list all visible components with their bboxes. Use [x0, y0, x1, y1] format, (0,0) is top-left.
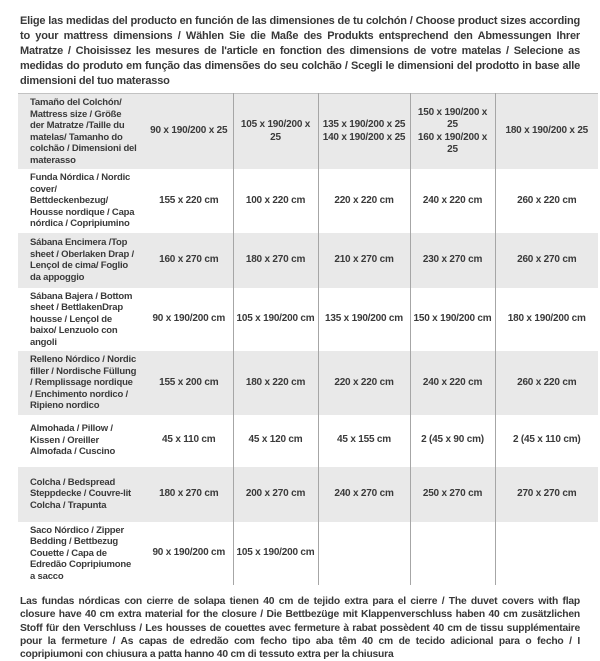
table-row-nordic-cover	[18, 169, 598, 233]
size-cell	[410, 233, 495, 288]
size-cell	[318, 288, 410, 352]
size-cell	[233, 351, 318, 415]
size-cell	[495, 233, 598, 288]
table-row-bottom-sheet	[18, 288, 598, 352]
size-value: 155 x 220 cm	[159, 194, 219, 206]
row-label-nordic-filler: Relleno Nórdico / Nordic filler / Nordische Füllung / Remplissage nordique / Enchimento nordico / Ripieno nordico	[30, 354, 137, 411]
size-value: 250 x 270 cm	[422, 487, 483, 499]
size-cell	[233, 94, 318, 170]
size-value: 210 x 270 cm	[334, 253, 394, 265]
size-cell	[233, 415, 318, 467]
size-value: 220 x 220 cm	[334, 194, 394, 206]
size-value: 45 x 155 cm	[337, 434, 391, 446]
size-cell	[318, 467, 410, 522]
size-cell	[233, 467, 318, 522]
size-cell	[495, 169, 598, 233]
size-cell	[495, 288, 598, 352]
size-value: 260 x 220 cm	[517, 194, 577, 206]
row-label-zipper-bedding: Saco Nórdico / Zipper Bedding / Bettbezug Couette / Capa de Edredão Copripiumone a sacco	[30, 524, 132, 582]
row-label-mattress-size: Tamaño del Colchón/ Mattress size / Größe der Matratze /Taille du matelas/ Tamanho do colchão / Dimensioni del materasso	[30, 97, 137, 166]
size-value: 105 x 190/200 cm	[236, 313, 315, 324]
size-value: 140 x 190/200 x 25	[322, 131, 406, 143]
size-cell	[318, 351, 410, 415]
size-value: 2 (45 x 110 cm)	[512, 434, 581, 446]
size-value: 90 x 190/200 cm	[152, 313, 226, 324]
size-value: 180 x 190/200 cm	[507, 313, 586, 324]
table-row-mattress-size	[18, 94, 598, 170]
size-cell	[410, 288, 495, 352]
row-label-bedspread: Colcha / Bedspread Steppdecke / Couvre-lit Colcha / Trapunta	[30, 476, 131, 511]
row-label-pillow: Almohada / Pillow / Kissen / Oreiller Almofada / Cuscino	[30, 423, 116, 458]
row-label-top-sheet: Sábana Encimera /Top sheet / Oberlaken Drap / Lençol de cima/ Foglio da appoggio	[30, 237, 134, 283]
size-value: 160 x 190/200 x 25	[417, 131, 488, 155]
size-cell	[145, 169, 233, 233]
intro-text: Elige las medidas del producto en función de las dimensiones de tu colchón / Choose product sizes according to your mattress dimensions / Wählen Sie die Maße des Produkts entsprechend den Abmessungen Ihrer Matratze / Choisissez les mesures de l'article en fonction des dimensions de votre matelas / Selecione as medidas do produto em função das dimensões do seu colchão / Scegli le dimensioni del prodotto in base alle dimensioni del tuo materasso	[20, 15, 580, 87]
table-row-bedspread	[18, 467, 598, 522]
size-cell	[410, 169, 495, 233]
size-value: 240 x 270 cm	[334, 487, 394, 499]
size-cell	[318, 415, 410, 467]
row-label-bottom-sheet: Sábana Bajera / Bottom sheet / BettlakenDrap housse / Lençol de baixo/ Lenzuolo con angoli	[30, 290, 133, 348]
size-cell	[495, 351, 598, 415]
size-value: 180 x 270 cm	[159, 487, 219, 499]
size-value: 150 x 190/200 cm	[413, 313, 492, 324]
size-cell	[145, 522, 233, 586]
size-cell	[233, 169, 318, 233]
size-value: 155 x 200 cm	[159, 376, 219, 388]
size-cell	[318, 169, 410, 233]
size-cell-empty	[410, 522, 495, 586]
size-cell	[410, 467, 495, 522]
size-cell-empty	[318, 522, 410, 586]
size-table	[18, 93, 598, 585]
size-cell	[495, 467, 598, 522]
size-value: 180 x 220 cm	[245, 376, 306, 388]
size-value: 100 x 220 cm	[245, 194, 306, 206]
size-value: 160 x 270 cm	[159, 253, 219, 265]
table-row-nordic-filler	[18, 351, 598, 415]
size-cell	[145, 233, 233, 288]
size-value: 105 x 190/200 x 25	[240, 119, 311, 143]
footnote-text: Las fundas nórdicas con cierre de solapa tienen 40 cm de tejido extra para el cierre / The duvet covers with flap closure have 40 cm extra material for the closure / Die Bettbezüge mit Klappenverschluss haben 40 cm zusätzlichen Stoff für den Verschluss / Les housses de couettes avec fermeture à rabat possèdent 40 cm de tissu supplémentaire pour la fermeture / As capas de edredão com fecho tipo aba têm 40 cm de tecido adicional para o fecho / I copripiumoni con chiusura a patta hanno 40 cm di tessuto extra per la chiusura	[20, 596, 580, 661]
size-cell	[410, 351, 495, 415]
size-value: 220 x 220 cm	[334, 376, 394, 388]
size-cell	[145, 94, 233, 170]
size-value: 105 x 190/200 cm	[236, 547, 315, 558]
table-row-top-sheet	[18, 233, 598, 288]
row-label-nordic-cover: Funda Nórdica / Nordic cover/ Bettdeckenbezug/ Housse nordique / Capa nórdica / Copripiumino	[30, 172, 135, 229]
size-value: 2 (45 x 90 cm)	[421, 434, 484, 446]
size-cell	[318, 94, 410, 170]
size-cell	[233, 288, 318, 352]
size-value: 200 x 270 cm	[245, 487, 306, 499]
size-cell	[495, 415, 598, 467]
table-row-zipper-bedding	[18, 522, 598, 586]
size-cell	[145, 351, 233, 415]
size-value: 180 x 190/200 x 25	[505, 125, 589, 137]
size-value: 240 x 220 cm	[422, 376, 483, 388]
size-value: 90 x 190/200 x 25	[150, 125, 228, 137]
size-cell	[145, 467, 233, 522]
size-value: 260 x 220 cm	[517, 376, 577, 388]
size-value: 135 x 190/200 cm	[325, 313, 403, 324]
size-cell	[145, 288, 233, 352]
size-value: 240 x 220 cm	[422, 194, 483, 206]
size-value: 180 x 270 cm	[245, 253, 306, 265]
size-cell-empty	[495, 522, 598, 586]
size-cell	[233, 233, 318, 288]
size-cell	[410, 415, 495, 467]
size-value: 90 x 190/200 cm	[152, 547, 226, 558]
size-value: 150 x 190/200 x 25	[417, 106, 488, 130]
size-cell	[318, 233, 410, 288]
size-cell	[495, 94, 598, 170]
size-value: 260 x 270 cm	[517, 253, 577, 265]
size-value: 270 x 270 cm	[517, 487, 577, 499]
size-value: 45 x 110 cm	[162, 434, 216, 446]
size-cell	[145, 415, 233, 467]
size-cell	[233, 522, 318, 586]
size-value: 230 x 270 cm	[422, 253, 483, 265]
size-value: 135 x 190/200 x 25	[322, 119, 406, 130]
size-cell	[410, 94, 495, 170]
table-row-pillow	[18, 415, 598, 467]
size-value: 45 x 120 cm	[248, 434, 303, 446]
